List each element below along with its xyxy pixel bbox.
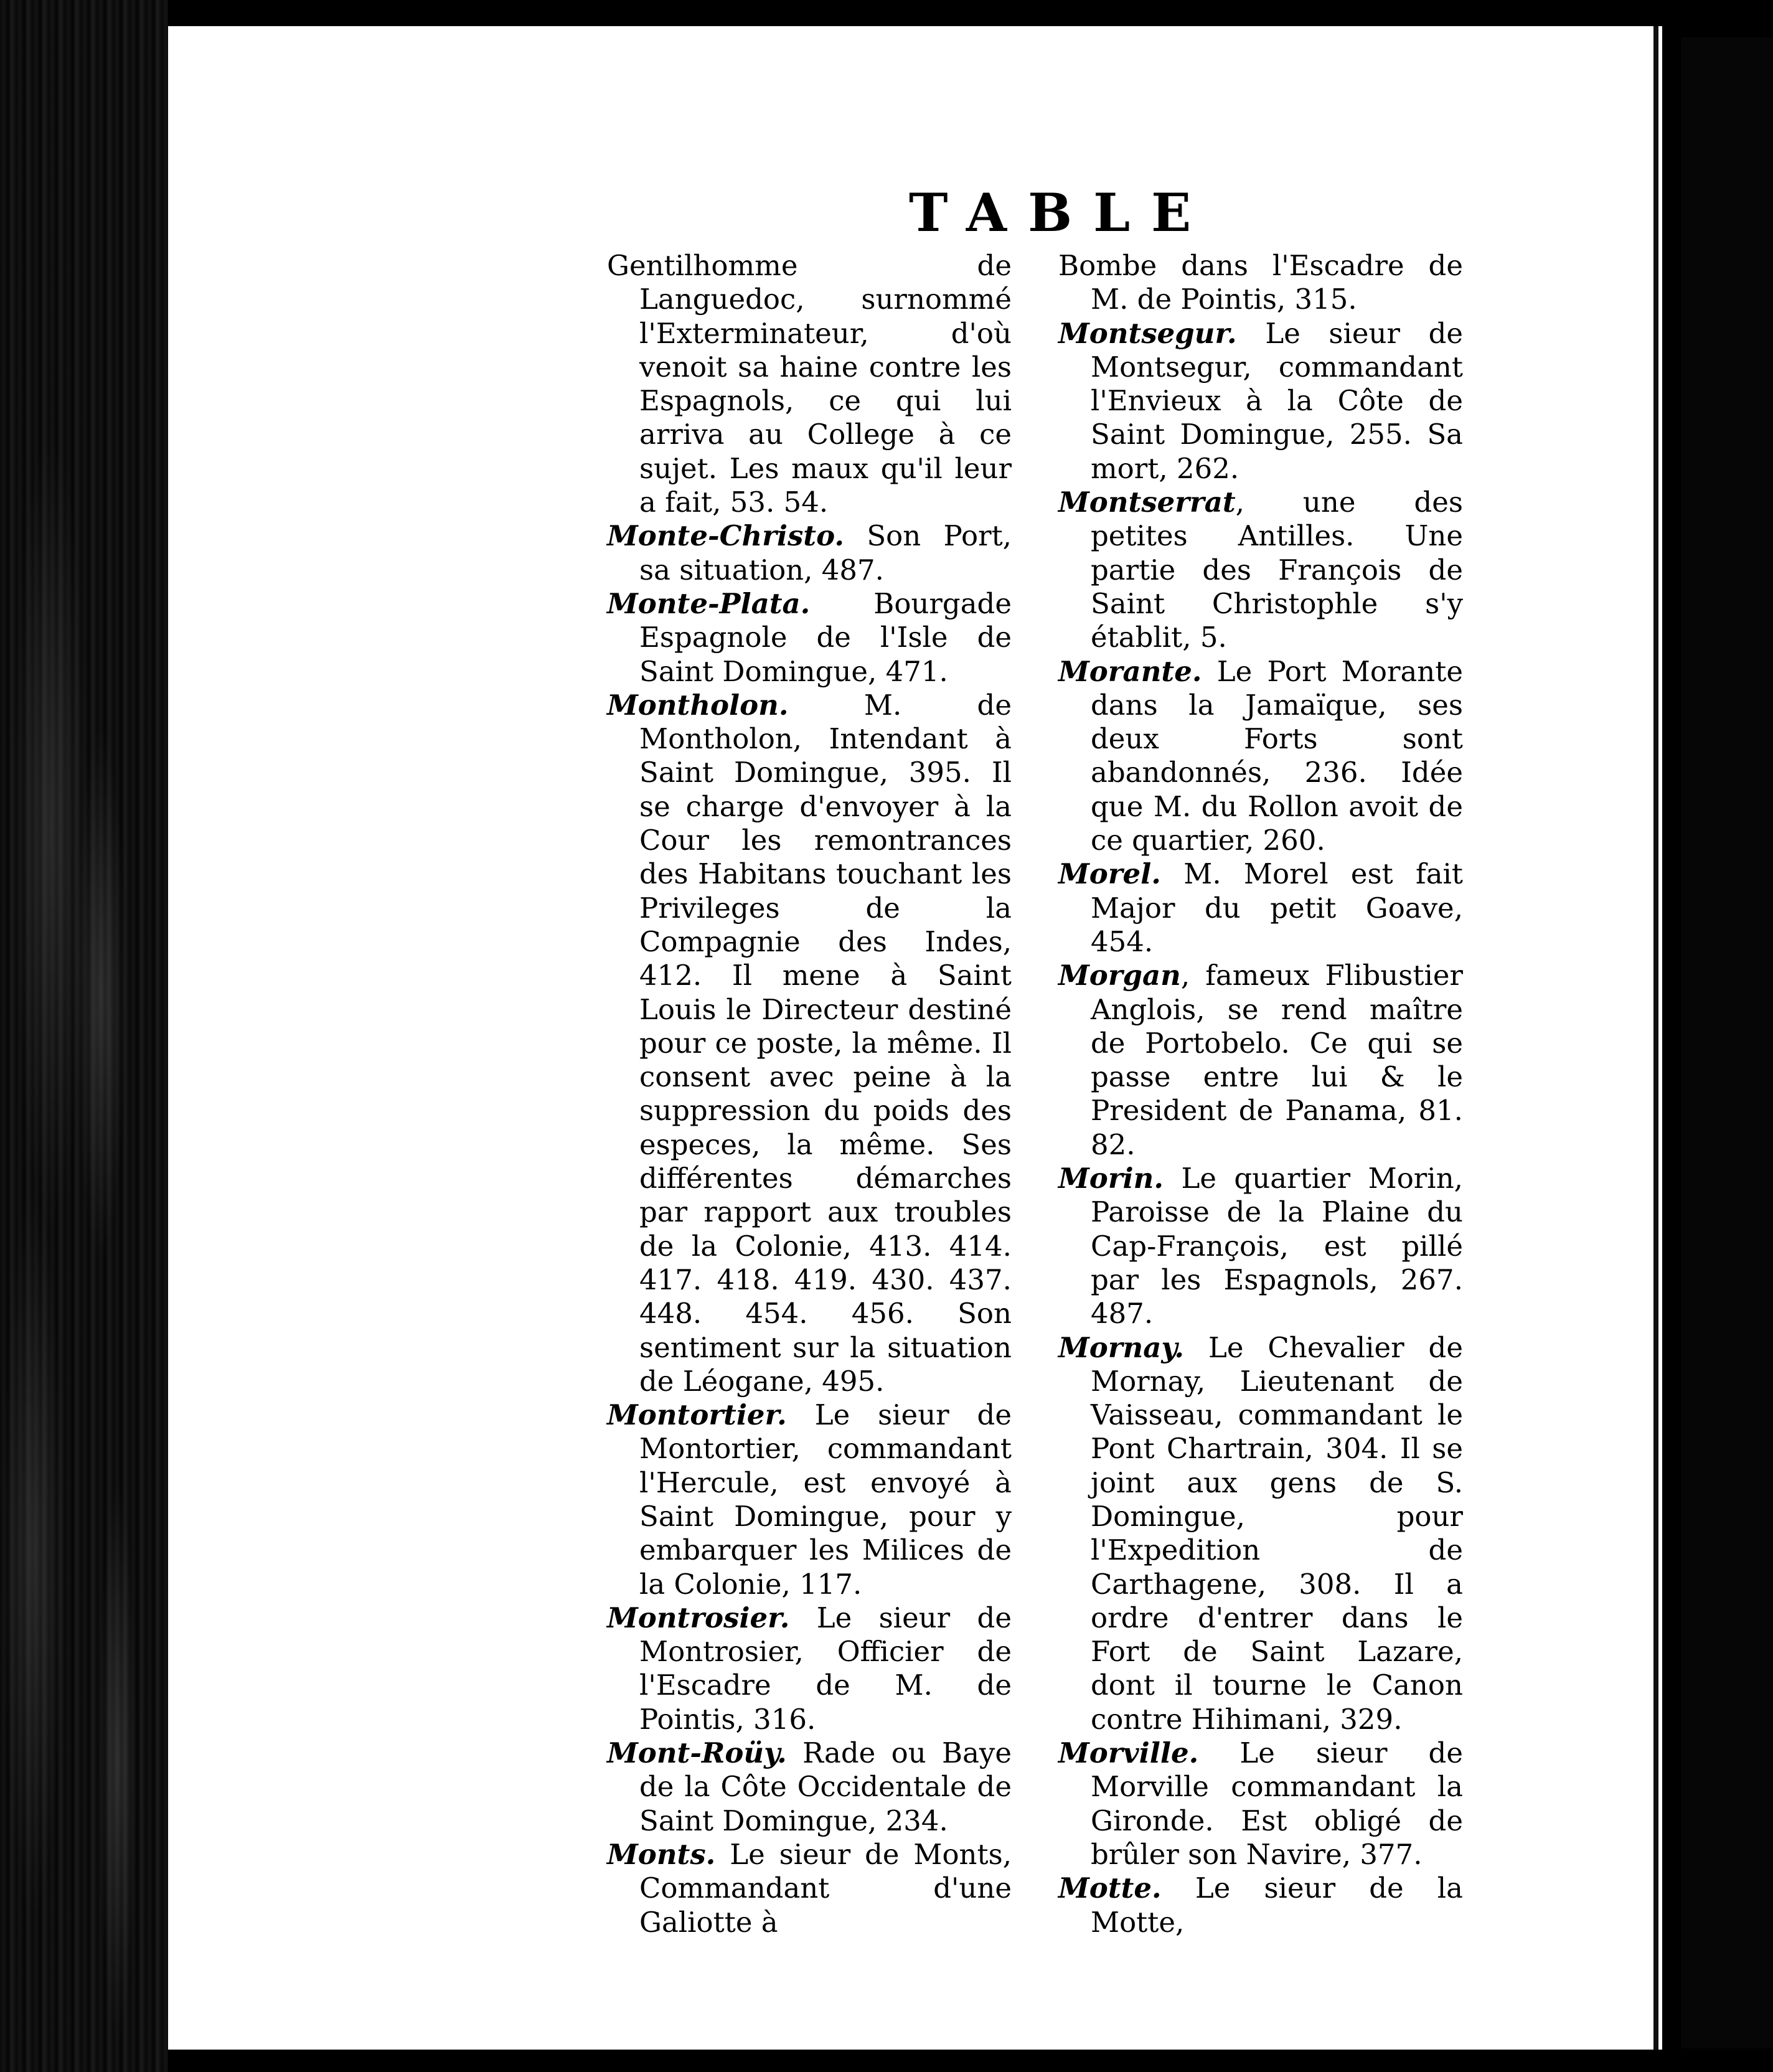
index-entry: Montholon. M. de Montholon, Intendant à Saint Domingue, 395. Il se charge d'envoyer à la Cour les remontrances des Habitans touchant les Privileges de la Compagnie des Indes, 412. Il mene à Saint Louis le Directeur destiné pour ce poste, la même. Il consent avec peine à la suppression du poids des especes, la même. Ses différentes démarches par rapport aux troubles de la Colonie, 413. 414. 417. 418. 419. 430. 437. 448. 454. 456. Son sentiment sur la situation de Léogane, 495. [607, 688, 1012, 1398]
book-edge-shadow [0, 0, 168, 2072]
index-entry: Monte-Plata. Bourgade Espagnole de l'Isle de Saint Domingue, 471. [607, 586, 1012, 688]
page-gutter [1653, 26, 1658, 2050]
index-entry: Morgan, fameux Flibustier Anglois, se rend maître de Portobelo. Ce qui se passe entre lui & le President de Panama, 81. 82. [1058, 959, 1463, 1161]
index-entry: Morel. M. Morel est fait Major du petit Goave, 454. [1058, 857, 1464, 958]
page-title: TABLE [909, 182, 1213, 243]
index-entry: Motte. Le sieur de la Motte, [1058, 1872, 1463, 1939]
index-entry: Montsegur. Le sieur de Montsegur, commandant l'Envieux à la Côte de Saint Domingue, 255. Sa mort, 262. [1058, 316, 1464, 485]
index-column-left [607, 249, 1012, 1939]
index-entry: Montortier. Le sieur de Montortier, commandant l'Hercule, est envoyé à Saint Domingue, pour y embarquer les Milices de la Colonie, 117. [607, 1398, 1012, 1601]
index-entry: Mornay. Le Chevalier de Mornay, Lieutenant de Vaisseau, commandant le Pont Chartrain, 304. Il se joint aux gens de S. Domingue, pour l'Expedition de Carthagene, 308. Il a ordre d'entrer dans le Fort de Saint Lazare, dont il tourne le Canon contre Hihimani, 329. [1058, 1330, 1463, 1736]
index-entry: Monte-Christo. Son Port, sa situation, 487. [607, 519, 1012, 586]
index-entry: Bombe dans l'Escadre de M. de Pointis, 315. [1058, 249, 1463, 316]
index-entry: Monts. Le sieur de Monts, Commandant d'une Galiotte à [607, 1837, 1012, 1939]
index-entry: Montrosier. Le sieur de Montrosier, Officier de l'Escadre de M. de Pointis, 316. [607, 1601, 1012, 1736]
index-entry: Mont-Roüy. Rade ou Baye de la Côte Occidentale de Saint Domingue, 234. [607, 1736, 1012, 1837]
index-entry: Morante. Le Port Morante dans la Jamaïque, ses deux Forts sont abandonnés, 236. Idée que M. du Rollon avoit de ce quartier, 260. [1058, 654, 1463, 857]
index-entry: Montserrat, une des petites Antilles. Une partie des François de Saint Christophle s'y établit, 5. [1058, 486, 1463, 654]
index-column-right [1058, 249, 1463, 1939]
index-entry: Morville. Le sieur de Morville commandant la Gironde. Est obligé de brûler son Navire, 377. [1058, 1736, 1463, 1871]
index-entry: Gentilhomme de Languedoc, surnommé l'Exterminateur, d'où venoit sa haine contre les Espagnols, ce qui lui arriva au College à ce sujet. Les maux qu'il leur a fait, 53. 54. [607, 249, 1012, 519]
opposite-page-edge [1681, 37, 1773, 2048]
index-entry: Morin. Le quartier Morin, Paroisse de la Plaine du Cap-François, est pillé par les Espagnols, 267. 487. [1058, 1162, 1463, 1330]
